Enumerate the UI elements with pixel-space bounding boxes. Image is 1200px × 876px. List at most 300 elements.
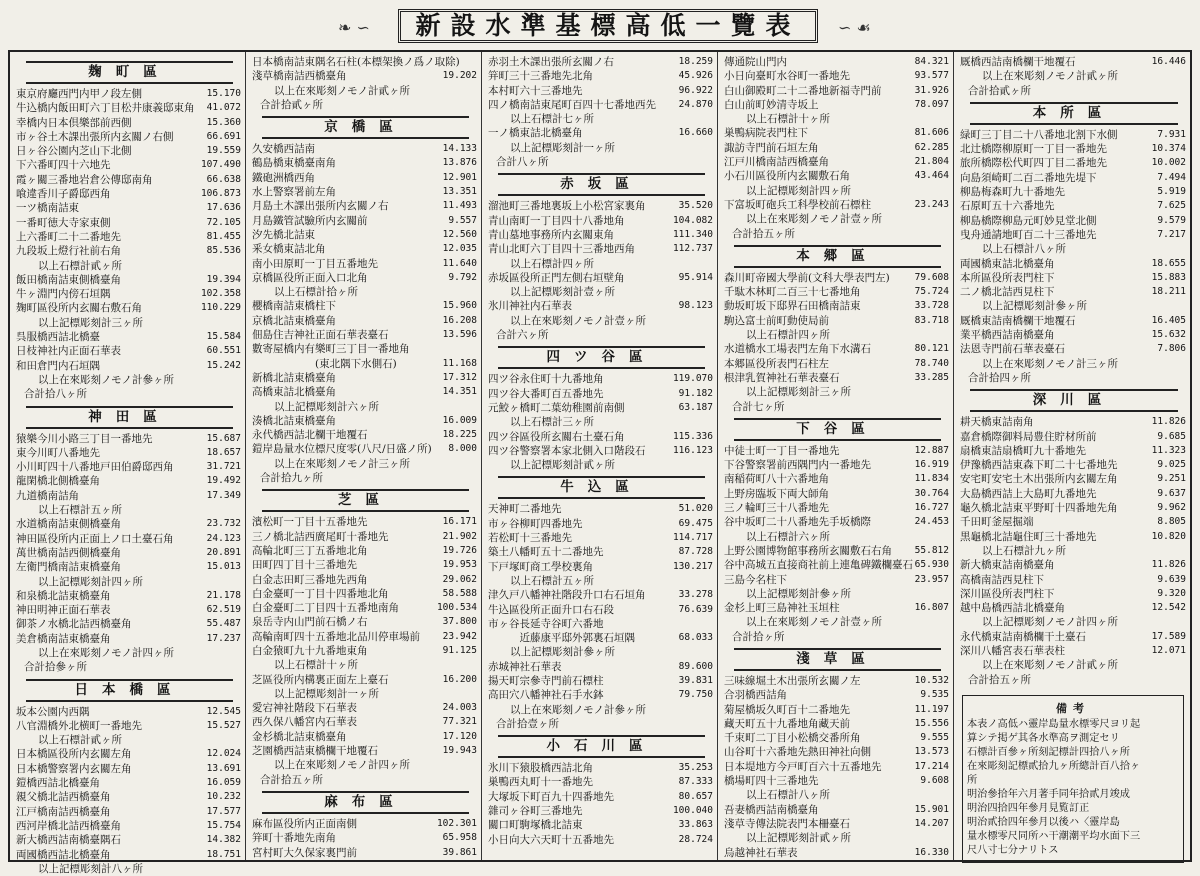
benchmark-row <box>724 371 949 385</box>
benchmark-row <box>252 357 477 371</box>
benchmark-height: 68.033 <box>678 632 713 644</box>
benchmark-height: 17.214 <box>914 760 949 772</box>
benchmark-location: 下六番町四十六地先 <box>16 159 111 172</box>
benchmark-location: 永代橋東詰南橋欄干土臺石 <box>960 630 1086 643</box>
benchmark-row <box>960 228 1186 242</box>
benchmark-location: 元鮫ヶ橋町二葉幼稚園前南側 <box>488 401 625 414</box>
ward-heading: 牛込區 <box>498 476 705 499</box>
benchmark-row <box>16 632 241 646</box>
benchmark-location: 業平橋西詰南橋臺角 <box>960 329 1055 342</box>
benchmark-location: 四ツ谷區役所玄關右土臺石角 <box>488 430 625 443</box>
remarks-line: 明治參拾年六月著手同年拾貳月竣成 <box>967 788 1130 800</box>
benchmark-row <box>960 487 1186 501</box>
ward-total: 合計拾五ヶ所 <box>260 773 323 786</box>
benchmark-row <box>724 501 949 515</box>
benchmark-height: 63.187 <box>678 401 713 413</box>
benchmark-row <box>252 314 477 328</box>
benchmark-height: 12.542 <box>1151 602 1186 614</box>
benchmark-row <box>16 805 241 819</box>
benchmark-row <box>724 817 949 831</box>
benchmark-location: 曳舟通請地町百二十三番地先 <box>960 228 1097 241</box>
benchmark-height: 39.861 <box>442 846 477 858</box>
benchmark-row <box>16 517 241 531</box>
benchmark-location: 南小田原町一丁目五番地先 <box>252 257 378 270</box>
ward-total: 合計拾貳ヶ所 <box>968 84 1031 97</box>
benchmark-row <box>16 474 241 488</box>
benchmark-height: 11.826 <box>1151 559 1186 571</box>
table-frame <box>8 50 1192 875</box>
benchmark-location: 深川八幡宮表石華表柱 <box>960 644 1065 657</box>
benchmark-row <box>16 287 241 301</box>
benchmark-height: 114.717 <box>672 532 713 544</box>
benchmark-row <box>488 833 713 847</box>
subtotal-line: 以上在來彫刻ノモノ計貳ヶ所 <box>982 70 1118 83</box>
benchmark-row <box>252 228 477 242</box>
benchmark-height: 100.534 <box>436 602 477 614</box>
benchmark-height: 96.922 <box>678 84 713 96</box>
benchmark-location: 永代橋西詰北欄干地覆石 <box>252 429 368 442</box>
benchmark-height: 11.168 <box>442 357 477 369</box>
benchmark-location: 揚天町宗參寺門前石標柱 <box>488 674 604 687</box>
benchmark-row <box>252 730 477 744</box>
benchmark-height: 95.914 <box>678 271 713 283</box>
benchmark-location: 森川町帝國大學前(文科大學表門左) <box>724 271 890 284</box>
benchmark-height: 15.556 <box>914 717 949 729</box>
benchmark-location: 西河岸橋北詰西橋臺角 <box>16 819 121 832</box>
benchmark-height: 15.883 <box>1151 271 1186 283</box>
benchmark-row <box>252 442 477 456</box>
subtotal-line: 以上石標計七ヶ所 <box>510 113 594 126</box>
benchmark-row <box>252 630 477 644</box>
benchmark-location: 日本橋南詰東隅名石柱(本標架換ノ爲ノ取除) <box>252 56 460 68</box>
remarks-line: 在來彫刻記標貳拾九ヶ所總計百八拾ヶ <box>967 760 1141 772</box>
benchmark-row <box>252 587 477 601</box>
benchmark-height: 18.259 <box>678 56 713 67</box>
benchmark-location: 三島今名柱下 <box>724 573 787 586</box>
benchmark-location: 高田穴八幡神社石手水鉢 <box>488 689 604 702</box>
benchmark-location: 水道橋水工場表門左角下水溝石 <box>724 343 871 356</box>
benchmark-row <box>724 688 949 702</box>
benchmark-height: 76.639 <box>678 603 713 615</box>
benchmark-row <box>960 128 1186 142</box>
benchmark-row <box>724 141 949 155</box>
benchmark-location: 小石川區役所内玄關敷石角 <box>724 170 850 183</box>
benchmark-height: 102.301 <box>436 817 477 829</box>
benchmark-location: 日本橋區役所内玄關左角 <box>16 748 132 761</box>
benchmark-location: 左衛門橋南詰東橋臺角 <box>16 561 121 574</box>
benchmark-height: 65.930 <box>914 559 949 571</box>
ward-total: 合計拾ヶ所 <box>732 630 785 643</box>
benchmark-location: 合羽橋西詰角 <box>724 689 787 702</box>
benchmark-height: 85.536 <box>206 245 241 257</box>
benchmark-location: 濱松町一丁目十五番地先 <box>252 516 368 529</box>
benchmark-row <box>960 573 1186 587</box>
benchmark-height: 89.600 <box>678 660 713 672</box>
benchmark-height: 83.718 <box>914 314 949 326</box>
benchmark-row <box>724 487 949 501</box>
benchmark-location: 巣鴨西丸町十一番地先 <box>488 776 593 789</box>
benchmark-row <box>252 199 477 213</box>
benchmark-height: 13.351 <box>442 186 477 198</box>
benchmark-row <box>252 299 477 313</box>
benchmark-location: 呉服橋西詰北橋臺 <box>16 331 100 344</box>
benchmark-location: 両國橋東詰北橋臺角 <box>960 257 1055 270</box>
benchmark-row <box>252 414 477 428</box>
benchmark-row <box>252 69 477 83</box>
benchmark-location: 田町四丁目十三番地先 <box>252 559 357 572</box>
benchmark-row <box>16 230 241 244</box>
benchmark-height: 18.655 <box>1151 257 1186 269</box>
title-row <box>8 6 1192 50</box>
benchmark-location: 大島橋西詰上大島町九番地先 <box>960 487 1097 500</box>
benchmark-height: 72.105 <box>206 216 241 228</box>
benchmark-row <box>960 501 1186 515</box>
benchmark-location: 龜久橋北詰東平野町十四番地先角 <box>960 502 1118 515</box>
benchmark-location: 市ヶ谷土木課出張所内玄關ノ右側 <box>16 130 174 143</box>
ward-total: 合計拾五ヶ所 <box>732 227 795 240</box>
subtotal-line: 以上石標計八ヶ所 <box>982 243 1066 256</box>
benchmark-location: 芝區役所内構裏正面左上臺石 <box>252 673 389 686</box>
benchmark-location: 新大橋西詰南橋臺隅石 <box>16 834 121 847</box>
subtotal-line: 以上記標彫刻計貳ヶ所 <box>746 832 851 845</box>
benchmark-row <box>252 185 477 199</box>
benchmark-height: 19.953 <box>442 559 477 571</box>
benchmark-location: 四ツ谷大番町百五番地先 <box>488 387 604 400</box>
column-3 <box>482 52 718 860</box>
benchmark-row <box>960 285 1186 299</box>
benchmark-row <box>488 790 713 804</box>
benchmark-row <box>16 446 241 460</box>
benchmark-location: 谷中坂町二十八番地先手坂橋際 <box>724 516 871 529</box>
benchmark-height: 14.207 <box>914 817 949 829</box>
benchmark-row <box>252 644 477 658</box>
benchmark-height: 13.876 <box>442 157 477 169</box>
subtotal-line: 以上石標計九ヶ所 <box>982 544 1066 557</box>
benchmark-location: 神田明神正面石華表 <box>16 604 111 617</box>
benchmark-location: 赤城神社石華表 <box>488 660 562 673</box>
benchmark-location: 湊橋北詰東橋臺角 <box>252 414 336 427</box>
benchmark-location: 下戸塚町商工學校裏角 <box>488 560 593 573</box>
benchmark-row <box>724 674 949 688</box>
benchmark-height: 10.002 <box>1151 157 1186 169</box>
subtotal-line: 以上石標計八ヶ所 <box>746 789 830 802</box>
benchmark-row <box>16 489 241 503</box>
benchmark-location: 萬世橋南詰西側橋臺角 <box>16 546 121 559</box>
benchmark-location: 幸橋内日本倶樂部前西側 <box>16 116 132 129</box>
column-5 <box>954 52 1190 860</box>
benchmark-row <box>488 603 713 617</box>
benchmark-height: 16.446 <box>1151 56 1186 67</box>
subtotal-line: 以上在來彫刻ノモノ計貳ヶ所 <box>274 84 410 97</box>
benchmark-location: 小日向大六天町十五番地先 <box>488 833 614 846</box>
benchmark-row <box>16 144 241 158</box>
benchmark-height: 23.957 <box>914 573 949 585</box>
benchmark-height: 18.211 <box>1151 286 1186 298</box>
benchmark-location: 笄町三十三番地先北角 <box>488 70 593 83</box>
benchmark-height: 30.764 <box>914 487 949 499</box>
ward-total: 合計拾四ヶ所 <box>968 371 1031 384</box>
benchmark-row <box>960 142 1186 156</box>
benchmark-row <box>488 372 713 386</box>
remarks-line: 尺八寸七分ナリトス <box>967 844 1059 856</box>
ward-total: 合計拾八ヶ所 <box>24 388 87 401</box>
benchmark-location: 大塚坂下町百九十四番地先 <box>488 790 614 803</box>
benchmark-location: 本所區役所表門柱下 <box>960 271 1055 284</box>
benchmark-height: 9.962 <box>1157 502 1186 514</box>
benchmark-row <box>252 846 477 860</box>
subtotal-line: 以上石標計四ヶ所 <box>746 329 830 342</box>
benchmark-row <box>488 126 713 140</box>
benchmark-height: 69.475 <box>678 517 713 529</box>
benchmark-location: 和泉橋北詰東橋臺角 <box>16 589 111 602</box>
benchmark-row <box>724 731 949 745</box>
benchmark-height: 9.608 <box>920 775 949 787</box>
benchmark-row <box>16 589 241 603</box>
benchmark-height: 7.806 <box>1157 343 1186 355</box>
benchmark-height: 11.640 <box>442 257 477 269</box>
benchmark-row <box>488 560 713 574</box>
benchmark-height: 41.072 <box>206 102 241 114</box>
benchmark-height: 11.323 <box>1151 444 1186 456</box>
benchmark-row <box>252 615 477 629</box>
benchmark-location: 両國橋西詰北橋臺角 <box>16 848 111 861</box>
benchmark-location: 淺草寺傳法院表門本柵臺石 <box>724 817 850 830</box>
benchmark-height: 16.807 <box>914 602 949 614</box>
benchmark-height: 15.013 <box>206 561 241 573</box>
benchmark-location: 深川區役所表門柱下 <box>960 587 1055 600</box>
benchmark-location: 日本堤地方今戸町百六十五番地先 <box>724 760 882 773</box>
benchmark-location: 耕天橋東詰南角 <box>960 416 1034 429</box>
benchmark-location: 南稲荷町八十六番地角 <box>724 473 829 486</box>
benchmark-row <box>252 171 477 185</box>
benchmark-location: 赤坂區役所正門左側右垣壁角 <box>488 271 625 284</box>
benchmark-height: 24.003 <box>442 702 477 714</box>
subtotal-line: 以上記標彫刻計八ヶ所 <box>38 862 143 875</box>
benchmark-height: 79.750 <box>678 689 713 701</box>
ward-heading: 深川區 <box>970 389 1178 412</box>
benchmark-location: 安宅町安宅土木出張所内玄關左角 <box>960 473 1118 486</box>
benchmark-location: 鶴島橋東橋臺南角 <box>252 157 336 170</box>
benchmark-row <box>488 271 713 285</box>
benchmark-height: 43.464 <box>914 170 949 182</box>
ward-heading: 小石川區 <box>498 735 705 758</box>
benchmark-height: 66.691 <box>206 130 241 142</box>
benchmark-row <box>252 257 477 271</box>
benchmark-height: 15.360 <box>206 116 241 128</box>
benchmark-row <box>488 531 713 545</box>
benchmark-height: 16.919 <box>914 459 949 471</box>
benchmark-height: 87.728 <box>678 546 713 558</box>
benchmark-location: 江戸川橋南詰西橋臺角 <box>724 156 829 169</box>
benchmark-row <box>960 342 1186 356</box>
benchmark-location: 宮村町大久保家裏門前 <box>252 846 357 859</box>
benchmark-height: 28.724 <box>678 833 713 845</box>
benchmark-height: 15.754 <box>206 819 241 831</box>
benchmark-height: 9.579 <box>1157 214 1186 226</box>
benchmark-row <box>16 216 241 230</box>
ward-heading: 麻布區 <box>262 791 469 814</box>
benchmark-row <box>488 242 713 256</box>
benchmark-height: 24.123 <box>206 532 241 544</box>
benchmark-height: 111.340 <box>672 228 713 240</box>
benchmark-location: 氷川神社内石華表 <box>488 300 572 313</box>
benchmark-location: 霞ヶ關三番地岩倉公傳邸南角 <box>16 173 153 186</box>
benchmark-height: 79.608 <box>914 271 949 283</box>
benchmark-location: 烏越神社石華表 <box>724 846 798 859</box>
benchmark-height: 14.382 <box>206 834 241 846</box>
benchmark-height: 17.120 <box>442 730 477 742</box>
benchmark-row <box>488 214 713 228</box>
ward-total: 合計拾壹ヶ所 <box>496 717 559 730</box>
benchmark-row <box>16 617 241 631</box>
subtotal-line: 以上石標計六ヶ所 <box>746 530 830 543</box>
benchmark-row <box>488 299 713 313</box>
benchmark-height: 110.229 <box>200 302 241 314</box>
benchmark-height: 15.687 <box>206 432 241 444</box>
benchmark-row <box>488 617 713 631</box>
benchmark-row <box>960 558 1186 572</box>
benchmark-row <box>960 630 1186 644</box>
benchmark-location: 高輪南町四十五番地北品川停車場前 <box>252 630 420 643</box>
benchmark-height <box>711 617 713 631</box>
benchmark-height: 21.902 <box>442 530 477 542</box>
benchmark-row <box>488 199 713 213</box>
benchmark-location: 三ノ輪町三十八番地先 <box>724 502 829 515</box>
subtotal-line: 以上記標彫刻計四ヶ所 <box>746 184 851 197</box>
benchmark-location: 喰違香川子爵邸西角 <box>16 188 111 201</box>
benchmark-location: 動坂町坂下邸界石田橋南詰東 <box>724 300 861 313</box>
benchmark-location: 鎧岸島量水位標尺度零(八尺/日盛ノ所) <box>252 443 432 456</box>
remarks-line: 石標計百參ヶ所刻記標計四拾八ヶ所 <box>967 746 1130 758</box>
benchmark-location: 上野公園博物館事務所玄關敷石右角 <box>724 544 892 557</box>
benchmark-row <box>252 214 477 228</box>
benchmark-height: 15.960 <box>442 300 477 312</box>
benchmark-height: 104.082 <box>672 214 713 226</box>
benchmark-height: 18.657 <box>206 446 241 458</box>
benchmark-location: 中徒士町一丁目一番地先 <box>724 444 840 457</box>
benchmark-height: 78.740 <box>914 357 949 369</box>
subtotal-line: 以上記標彫刻計參ヶ所 <box>510 646 615 659</box>
benchmark-location: 溜池町三番地裏坂上小松宮家裏角 <box>488 200 646 213</box>
benchmark-height: 91.182 <box>678 387 713 399</box>
benchmark-location: 伊豫橋西詰東森下町二十七番地先 <box>960 459 1118 472</box>
benchmark-row <box>960 530 1186 544</box>
remarks-line: 本表ノ高低ハ靈岸島量水標零尺ヨリ起 <box>967 718 1141 730</box>
benchmark-row <box>488 387 713 401</box>
benchmark-row <box>16 130 241 144</box>
benchmark-height: 17.349 <box>206 489 241 501</box>
page-title: 新設水準基標高低一覽表 <box>398 9 818 43</box>
remarks-box <box>962 695 1184 863</box>
benchmark-row <box>252 371 477 385</box>
benchmark-location: 高橋東詰北橋臺角 <box>252 386 336 399</box>
benchmark-height: 7.931 <box>1157 128 1186 140</box>
benchmark-location: 厩橋西詰南橋欄干地覆石 <box>960 56 1076 68</box>
benchmark-height: 12.901 <box>442 171 477 183</box>
benchmark-height: 19.394 <box>206 273 241 285</box>
benchmark-height: 15.632 <box>1151 329 1186 341</box>
ward-heading: 芝區 <box>262 489 469 512</box>
benchmark-location: 櫻橋南詰東橋柱下 <box>252 300 336 313</box>
benchmark-height: 15.584 <box>206 331 241 343</box>
benchmark-height: 10.532 <box>914 674 949 686</box>
benchmark-location: 扇橋東詰扇橋町九十番地先 <box>960 444 1086 457</box>
benchmark-row <box>488 688 713 702</box>
benchmark-location: 坂本公園内西隅 <box>16 705 90 718</box>
benchmark-height: 21.804 <box>914 156 949 168</box>
benchmark-height: 16.059 <box>206 777 241 789</box>
benchmark-location: 小川町四十八番地戸田伯爵邸西角 <box>16 461 174 474</box>
benchmark-height: 18.751 <box>206 848 241 860</box>
benchmark-row <box>960 214 1186 228</box>
subtotal-line: 以上在來彫刻ノモノ計四ヶ所 <box>38 646 174 659</box>
benchmark-height: 16.200 <box>442 673 477 685</box>
benchmark-height: 39.831 <box>678 674 713 686</box>
benchmark-height: 65.958 <box>442 832 477 844</box>
benchmark-location: 嘉倉橋際御料局豊住貯材所前 <box>960 430 1097 443</box>
benchmark-location: 高橋南詰西見柱下 <box>960 573 1044 586</box>
benchmark-row <box>960 55 1186 69</box>
benchmark-height: 116.123 <box>672 444 713 456</box>
ward-total: 合計八ヶ所 <box>496 156 549 169</box>
benchmark-location: 數寄屋橋内有樂町三丁目一番地角 <box>252 343 410 356</box>
benchmark-row <box>960 644 1186 658</box>
benchmark-height: 58.588 <box>442 587 477 599</box>
benchmark-row <box>16 187 241 201</box>
benchmark-row <box>16 460 241 474</box>
benchmark-height: 100.040 <box>672 805 713 817</box>
benchmark-row <box>16 762 241 776</box>
benchmark-row <box>16 560 241 574</box>
benchmark-row <box>724 846 949 860</box>
benchmark-location: 津久戸八幡神社階段升口右石垣角 <box>488 589 646 602</box>
benchmark-row <box>16 173 241 187</box>
benchmark-row <box>960 257 1186 271</box>
benchmark-row <box>488 631 713 645</box>
benchmark-height: 10.374 <box>1151 143 1186 155</box>
benchmark-row <box>16 532 241 546</box>
benchmark-location: 龍閑橋北側橋臺角 <box>16 475 100 488</box>
benchmark-height: 9.637 <box>1157 487 1186 499</box>
benchmark-row <box>16 101 241 115</box>
benchmark-location: 雜司ヶ谷町三番地先 <box>488 805 583 818</box>
subtotal-line: 以上石標計十ヶ所 <box>274 659 358 672</box>
benchmark-row <box>252 544 477 558</box>
benchmark-height: 15.527 <box>206 719 241 731</box>
ward-total: 合計拾參ヶ所 <box>24 661 87 674</box>
benchmark-location: 牛ヶ淵門内傍石垣隅 <box>16 288 111 301</box>
benchmark-location: (東北隅下水側石) <box>252 357 397 370</box>
benchmark-location: 市ヶ谷長延寺谷町六番地 <box>488 617 604 630</box>
benchmark-row <box>252 530 477 544</box>
benchmark-height: 17.636 <box>206 202 241 214</box>
ward-heading: 京橋區 <box>262 116 469 139</box>
benchmark-row <box>960 156 1186 170</box>
benchmark-height: 11.493 <box>442 200 477 212</box>
benchmark-row <box>488 660 713 674</box>
benchmark-location: 汐先橋北詰東 <box>252 228 315 241</box>
benchmark-height: 17.577 <box>206 805 241 817</box>
benchmark-height: 14.351 <box>442 386 477 398</box>
benchmark-location: 三味線堀土木出張所玄關ノ左 <box>724 674 861 687</box>
benchmark-height: 130.217 <box>672 560 713 572</box>
benchmark-height: 23.732 <box>206 518 241 530</box>
benchmark-row <box>724 299 949 313</box>
benchmark-location: 根津乳賀神社石華表臺石 <box>724 371 840 384</box>
benchmark-location: 築土八幡町五十二番地先 <box>488 546 604 559</box>
benchmark-row <box>16 344 241 358</box>
ward-total: 合計拾貳ヶ所 <box>260 98 323 111</box>
